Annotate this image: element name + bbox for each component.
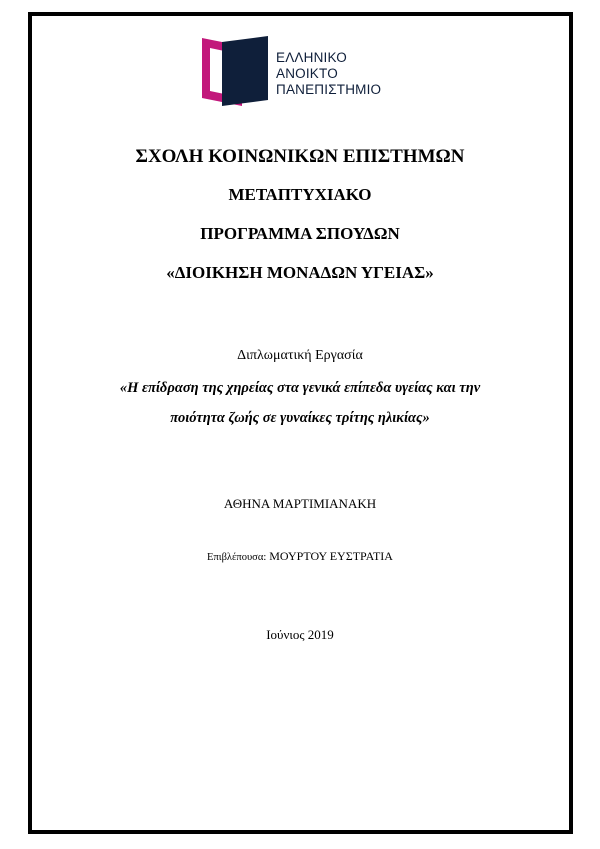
university-logo [202, 36, 402, 108]
thesis-title-line-1: «Η επίδραση της χηρείας στα γενικά επίπεδα υγείας και την [119, 380, 481, 396]
supervisor-line [0, 549, 600, 564]
university-emblem-icon [202, 36, 272, 108]
submission-date: Ιούνιος 2019 [266, 627, 334, 642]
logo-wordmark [276, 50, 381, 98]
thesis-title-line-2: ποιότητα ζωής σε γυναίκες τρίτης ηλικίας» [170, 410, 430, 426]
program-line-1: ΜΕΤΑΠΤΥΧΙΑΚΟ [228, 185, 372, 204]
supervisor-label: Επιβλέπουσα: [207, 552, 267, 563]
program-line-2: ΠΡΟΓΡΑΜΜΑ ΣΠΟΥΔΩΝ [200, 224, 400, 243]
logo-line-2: ΑΝΟΙΚΤΟ [276, 66, 338, 81]
logo-line-1: ΕΛΛΗΝΙΚΟ [276, 50, 347, 65]
logo-line-3: ΠΑΝΕΠΙΣΤΗΜΙΟ [276, 82, 382, 97]
author-name: ΑΘΗΝΑ ΜΑΡΤΙΜΙΑΝΑΚΗ [223, 496, 377, 511]
program-line-3: «ΔΙΟΙΚΗΣΗ ΜΟΝΑΔΩΝ ΥΓΕΙΑΣ» [166, 263, 434, 282]
supervisor-name: ΜΟΥΡΤΟΥ ΕΥΣΤΡΑΤΙΑ [269, 549, 393, 563]
thesis-type: Διπλωματική Εργασία [237, 348, 363, 363]
school-heading: ΣΧΟΛΗ ΚΟΙΝΩΝΙΚΩΝ ΕΠΙΣΤΗΜΩΝ [135, 146, 465, 167]
